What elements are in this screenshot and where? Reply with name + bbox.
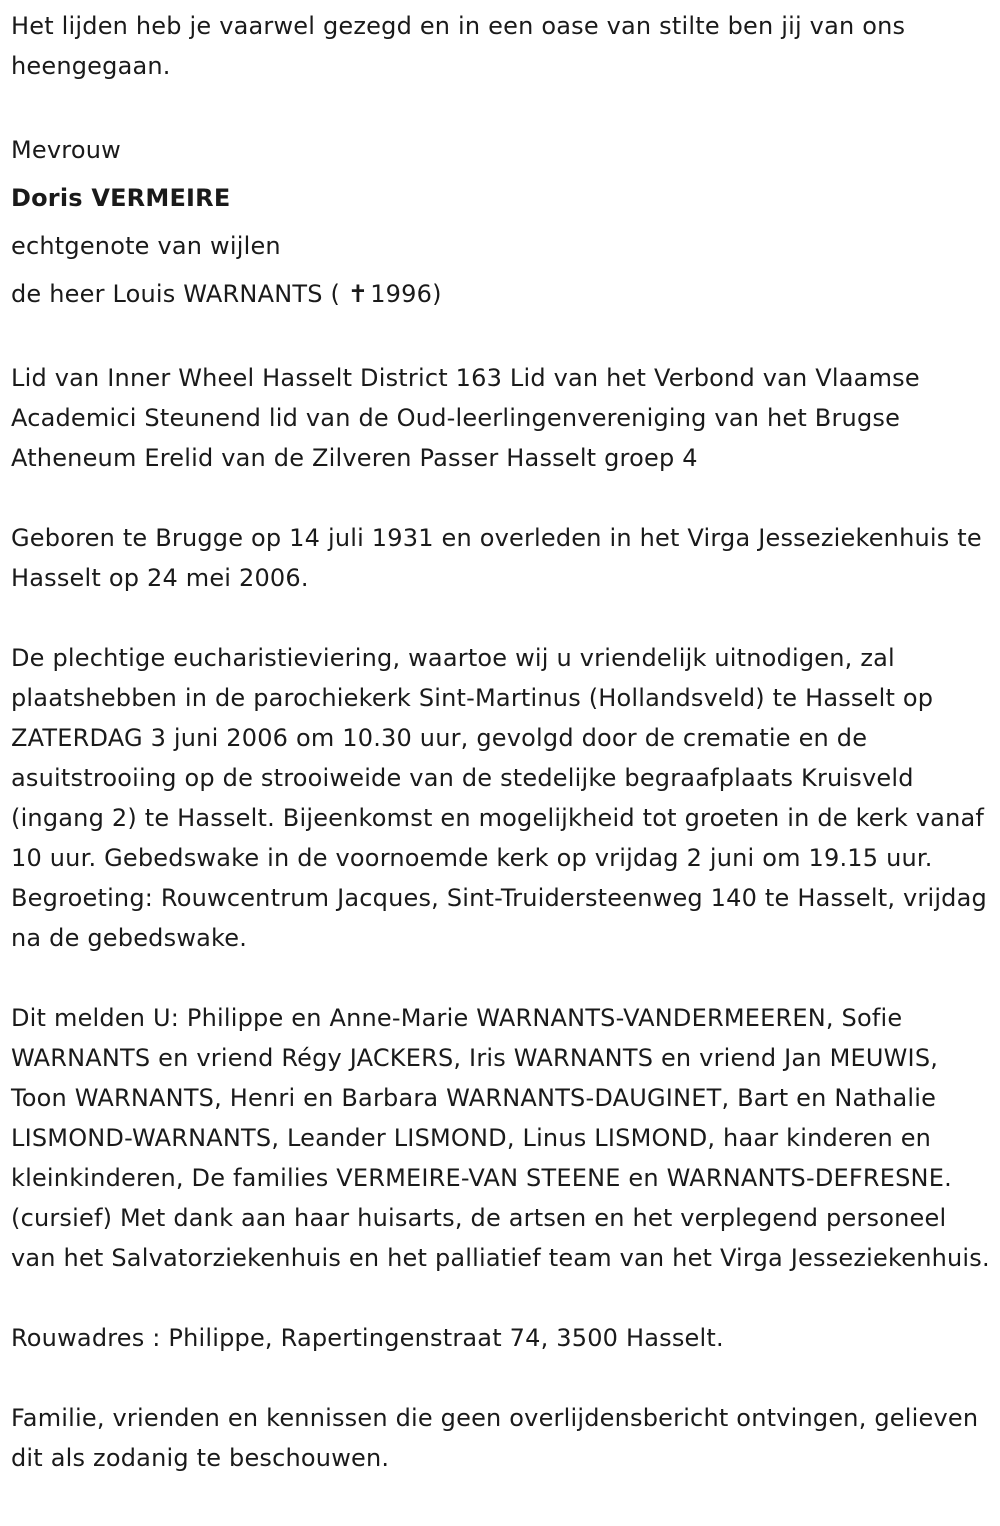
- spouse-name: de heer Louis WARNANTS (: [11, 280, 341, 308]
- deceased-name: Doris VERMEIRE: [11, 184, 231, 212]
- spacer: [11, 318, 991, 358]
- ceremony-text: De plechtige eucharistieviering, waartoe wij u vriendelijk uitnodigen, zal plaatshebben in de parochiekerk Sint-Martinus (Hollandsveld) te Hasselt op ZATERDAG 3 juni 2006 om 10.30 uur, gevolgd door de crematie en de asuitstrooiing op de strooiweide van de stedelijke begraafplaats Kruisveld (ingang 2) te Hasselt. Bijeenkomst en mogelijkheid tot groeten in de kerk vanaf 10 uur. Gebedswake in de voornoemde kerk op vrijdag 2 juni om 19.15 uur. Begroeting: Rouwcentrum Jacques, Sint-Truidersteenweg 140 te Hasselt, vrijdag na de gebedswake.: [11, 644, 987, 952]
- memberships-text: Lid van Inner Wheel Hasselt District 163 Lid van het Verbond van Vlaamse Academici Steunend lid van de Oud-leerlingenvereniging van het Brugse Atheneum Erelid van de Zilveren Passer Hasselt groep 4: [11, 364, 920, 472]
- family-text: Dit melden U: Philippe en Anne-Marie WARNANTS-VANDERMEEREN, Sofie WARNANTS en vriend Régy JACKERS, Iris WARNANTS en vriend Jan MEUWIS, Toon WARNANTS, Henri en Barbara WARNANTS-DAUGINET, Bart en Nathalie LISMOND-WARNANTS, Leander LISMOND, Linus LISMOND, haar kinderen en kleinkinderen, De families VERMEIRE-VAN STEENE en WARNANTS-DEFRESNE. (cursief) Met dank aan haar huisarts, de artsen en het verplegend personeel van het Salvatorziekenhuis en het palliatief team van het Virga Jesseziekenhuis.: [11, 1004, 990, 1272]
- spouse-line: [11, 270, 991, 318]
- spacer: [11, 1358, 991, 1398]
- spacer: [11, 598, 991, 638]
- closing-text: Familie, vrienden en kennissen die geen overlijdensbericht ontvingen, gelieven dit als zodanig te beschouwen.: [11, 1404, 979, 1472]
- address-text: Rouwadres : Philippe, Rapertingenstraat 74, 3500 Hasselt.: [11, 1324, 724, 1352]
- salutation: Mevrouw: [11, 136, 121, 164]
- obituary-document: [11, 6, 991, 1478]
- spouse-death-year: 1996): [370, 280, 442, 308]
- cross-icon: ✝: [347, 280, 369, 308]
- spacer: [11, 478, 991, 518]
- intro-text: Het lijden heb je vaarwel gezegd en in een oase van stilte ben jij van ons heengegaan.: [11, 12, 906, 80]
- relation-text: echtgenote van wijlen: [11, 232, 281, 260]
- birth-death-text: Geboren te Brugge op 14 juli 1931 en overleden in het Virga Jesseziekenhuis te Hasselt op 24 mei 2006.: [11, 524, 982, 592]
- spacer: [11, 86, 991, 126]
- spacer: [11, 1278, 991, 1318]
- spacer: [11, 958, 991, 998]
